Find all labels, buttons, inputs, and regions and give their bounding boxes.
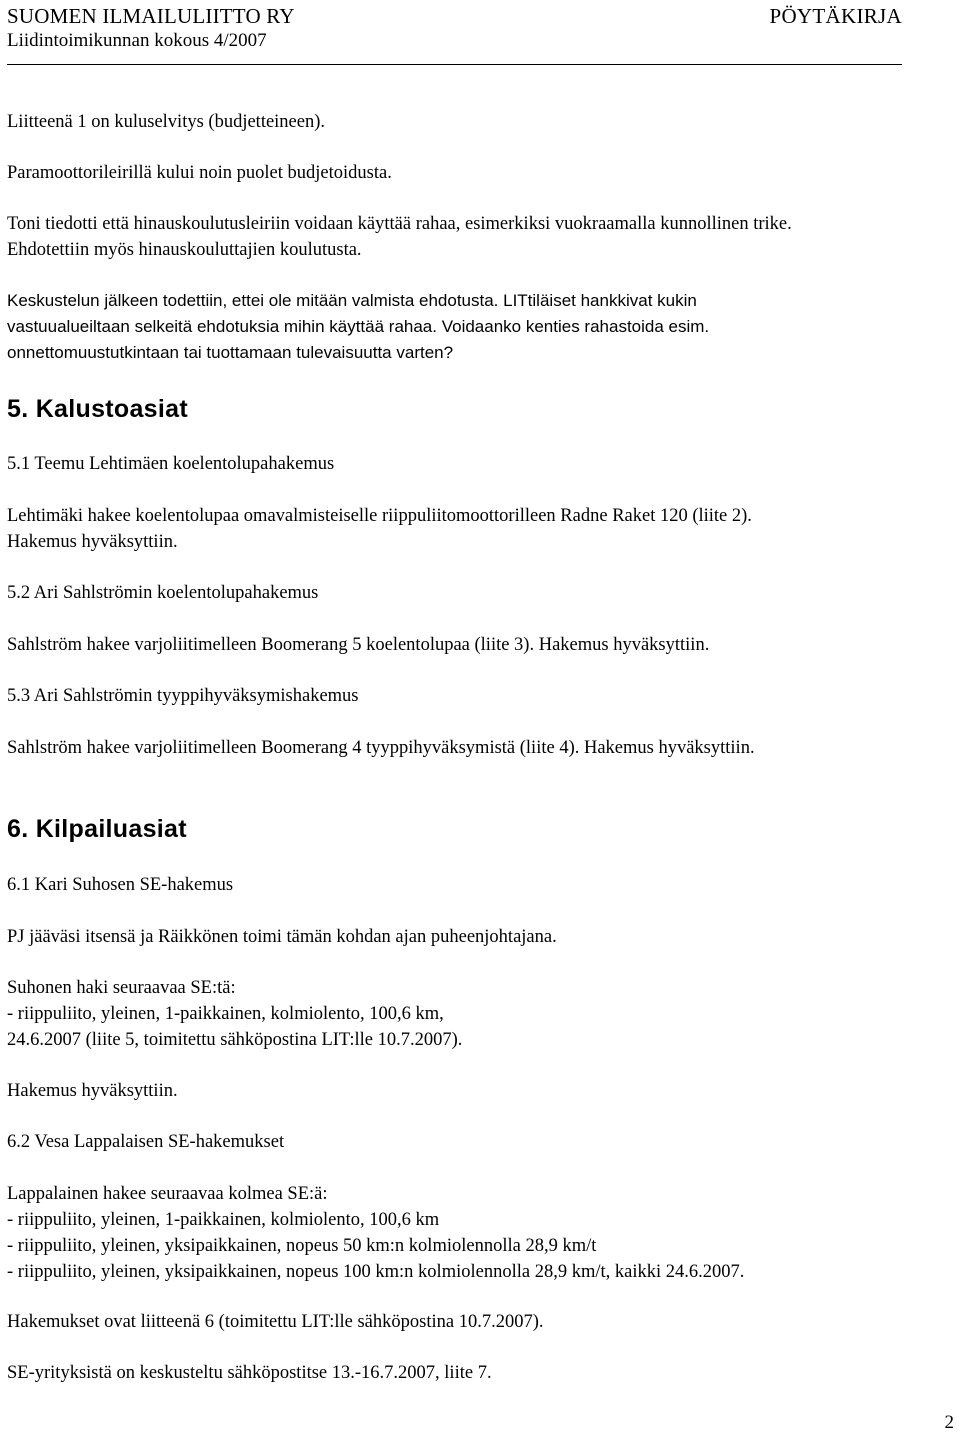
subsection-heading-5-2: 5.2 Ari Sahlströmin koelentolupahakemus [7, 583, 319, 603]
text-line: 24.6.2007 (liite 5, toimitettu sähköpostina LIT:lle 10.7.2007). [7, 1030, 463, 1050]
subsection-heading-6-2: 6.2 Vesa Lappalaisen SE-hakemukset [7, 1132, 285, 1152]
organization-name: SUOMEN ILMAILULIITTO RY [7, 4, 295, 28]
paragraph-6-1-decision: Hakemus hyväksyttiin. [7, 1081, 178, 1101]
text-line: Ehdotettiin myös hinauskouluttajien koulutusta. [7, 240, 362, 260]
section-heading-competitions: 6. Kilpailuasiat [7, 815, 187, 843]
text-line: Suhonen haki seuraavaa SE:tä: [7, 978, 236, 998]
text-line: Hakemus hyväksyttiin. [7, 532, 178, 552]
meeting-title: Liidintoimikunnan kokous 4/2007 [7, 30, 267, 51]
text-line: Keskustelun jälkeen todettiin, ettei ole mitään valmista ehdotusta. LITtiläiset hankkivat kukin [7, 291, 697, 310]
paragraph-5-1 [7, 503, 947, 555]
subsection-heading-5-3: 5.3 Ari Sahlströmin tyyppihyväksymishakemus [7, 686, 359, 706]
text-line: Lehtimäki hakee koelentolupaa omavalmisteiselle riippuliitomoottorilleen Radne Raket 120 (liite 2). [7, 506, 752, 526]
text-line: - riippuliito, yleinen, yksipaikkainen, nopeus 100 km:n kolmiolennolla 28,9 km/t, kaikki 24.6.2007. [7, 1262, 745, 1282]
text-line: onnettomuustutkintaan tai tuottamaan tulevaisuutta varten? [7, 343, 454, 362]
text-line: - riippuliito, yleinen, 1-paikkainen, kolmiolento, 100,6 km, [7, 1004, 444, 1024]
document-type: PÖYTÄKIRJA [769, 4, 902, 28]
text-line: vastuualueiltaan selkeitä ehdotuksia mihin käyttää rahaa. Voidaanko kenties rahastoida esim. [7, 317, 710, 336]
paragraph-6-1-application [7, 975, 947, 1053]
paragraph-discussion [7, 288, 947, 366]
text-line: Toni tiedotti että hinauskoulutusleiriin voidaan käyttää rahaa, esimerkiksi vuokraamalla kunnollinen trike. [7, 214, 792, 234]
paragraph-6-2-discussion: SE-yrityksistä on keskusteltu sähköpostitse 13.-16.7.2007, liite 7. [7, 1363, 492, 1383]
page-header [7, 2, 902, 65]
subsection-heading-5-1: 5.1 Teemu Lehtimäen koelentolupahakemus [7, 454, 335, 474]
paragraph-6-2-applications [7, 1181, 947, 1285]
paragraph-paramotor-camp: Paramoottorileirillä kului noin puolet budjetoidusta. [7, 163, 392, 183]
paragraph-expense-report: Liitteenä 1 on kuluselvitys (budjetteineen). [7, 112, 326, 132]
text-line: Lappalainen hakee seuraavaa kolmea SE:ä: [7, 1184, 328, 1204]
page-number: 2 [944, 1412, 954, 1433]
subsection-heading-6-1: 6.1 Kari Suhosen SE-hakemus [7, 875, 234, 895]
paragraph-towing-training [7, 211, 947, 263]
text-line: - riippuliito, yleinen, 1-paikkainen, kolmiolento, 100,6 km [7, 1210, 440, 1230]
paragraph-6-2-attachments: Hakemukset ovat liitteenä 6 (toimitettu LIT:lle sähköpostina 10.7.2007). [7, 1312, 544, 1332]
section-heading-equipment: 5. Kalustoasiat [7, 395, 188, 423]
paragraph-5-2: Sahlström hakee varjoliitimelleen Boomerang 5 koelentolupaa (liite 3). Hakemus hyväksyttiin. [7, 635, 710, 655]
paragraph-6-1-chair: PJ jääväsi itsensä ja Räikkönen toimi tämän kohdan ajan puheenjohtajana. [7, 927, 557, 947]
paragraph-5-3: Sahlström hakee varjoliitimelleen Boomerang 4 tyyppihyväksymistä (liite 4). Hakemus hyväksyttiin. [7, 738, 755, 758]
text-line: - riippuliito, yleinen, yksipaikkainen, nopeus 50 km:n kolmiolennolla 28,9 km/t [7, 1236, 597, 1256]
